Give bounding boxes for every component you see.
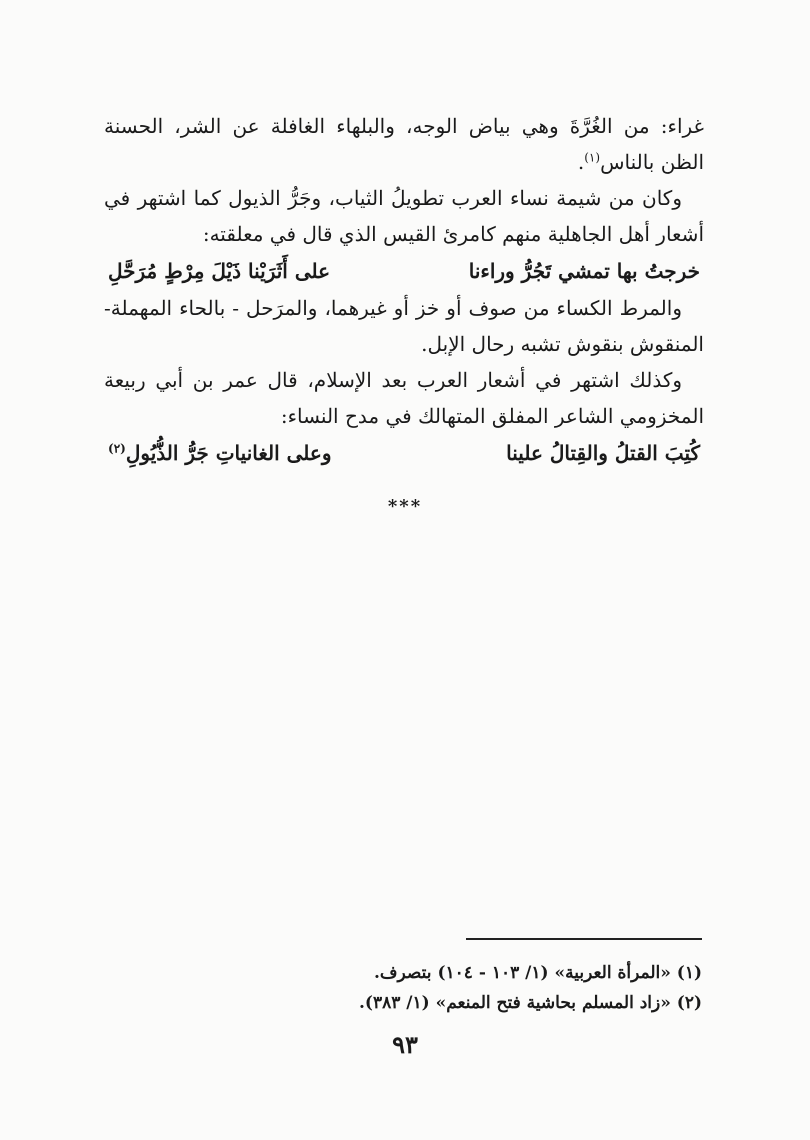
verse-2-first-half: كُتِبَ القتلُ والقِتالُ علينا: [506, 441, 700, 465]
paragraph-definition-text: غراء: من الغُرَّةَ وهي بياض الوجه، والبلهاء الغافلة عن الشر، الحسنة الظن بالناس: [104, 114, 704, 174]
verse-1-second-half: على أَثَرَيْنا ذَيْلَ مِرْطٍ مُرَحَّلِ: [108, 259, 331, 283]
main-text: [104, 108, 704, 472]
verse-1-first-half: خرجتُ بها تمشي تَجُرُّ وراءنا: [468, 259, 700, 283]
verse-2-second-half: [108, 434, 332, 472]
paragraph-islamic-era: وكذلك اشتهر في أشعار العرب بعد الإسلام، قال عمر بن أبي ربيعة المخزومي الشاعر المفلق المتهالك في مدح النساء:: [104, 368, 704, 428]
footnote-ref-2: (٢): [108, 441, 126, 456]
paragraph-definition: [104, 108, 704, 180]
verse-imru-al-qais: [104, 252, 704, 290]
footnote-ref-1: (١): [584, 150, 601, 165]
end-period: .: [577, 150, 585, 174]
footnotes: [300, 958, 702, 1018]
section-separator: ***: [387, 496, 423, 517]
paragraph-custom: وكان من شيمة نساء العرب تطويلُ الثياب، وجَرُّ الذيول كما اشتهر في أشعار أهل الجاهلية منهم كامرئ القيس الذي قال في معلقته:: [104, 186, 704, 246]
verse-umar-ibn-abi-rabia: [104, 434, 704, 472]
verse-2-second-half-text: وعلى الغانياتِ جَرُّ الذُّيُولِ: [125, 441, 332, 465]
paragraph-mirt-explanation: والمرط الكساء من صوف أو خز أو غيرهما، والمرَحل - بالحاء المهملة- المنقوش بنقوش تشبه رحال الإبل.: [104, 296, 704, 356]
footnote-divider: [466, 938, 702, 940]
page-number: ٩٣: [392, 1030, 418, 1059]
footnote-1: (١) «المرأة العربية» (١/ ١٠٣ - ١٠٤) بتصرف.: [374, 963, 702, 983]
footnote-2: (٢) «زاد المسلم بحاشية فتح المنعم» (١/ ٣٨٣).: [358, 993, 702, 1013]
